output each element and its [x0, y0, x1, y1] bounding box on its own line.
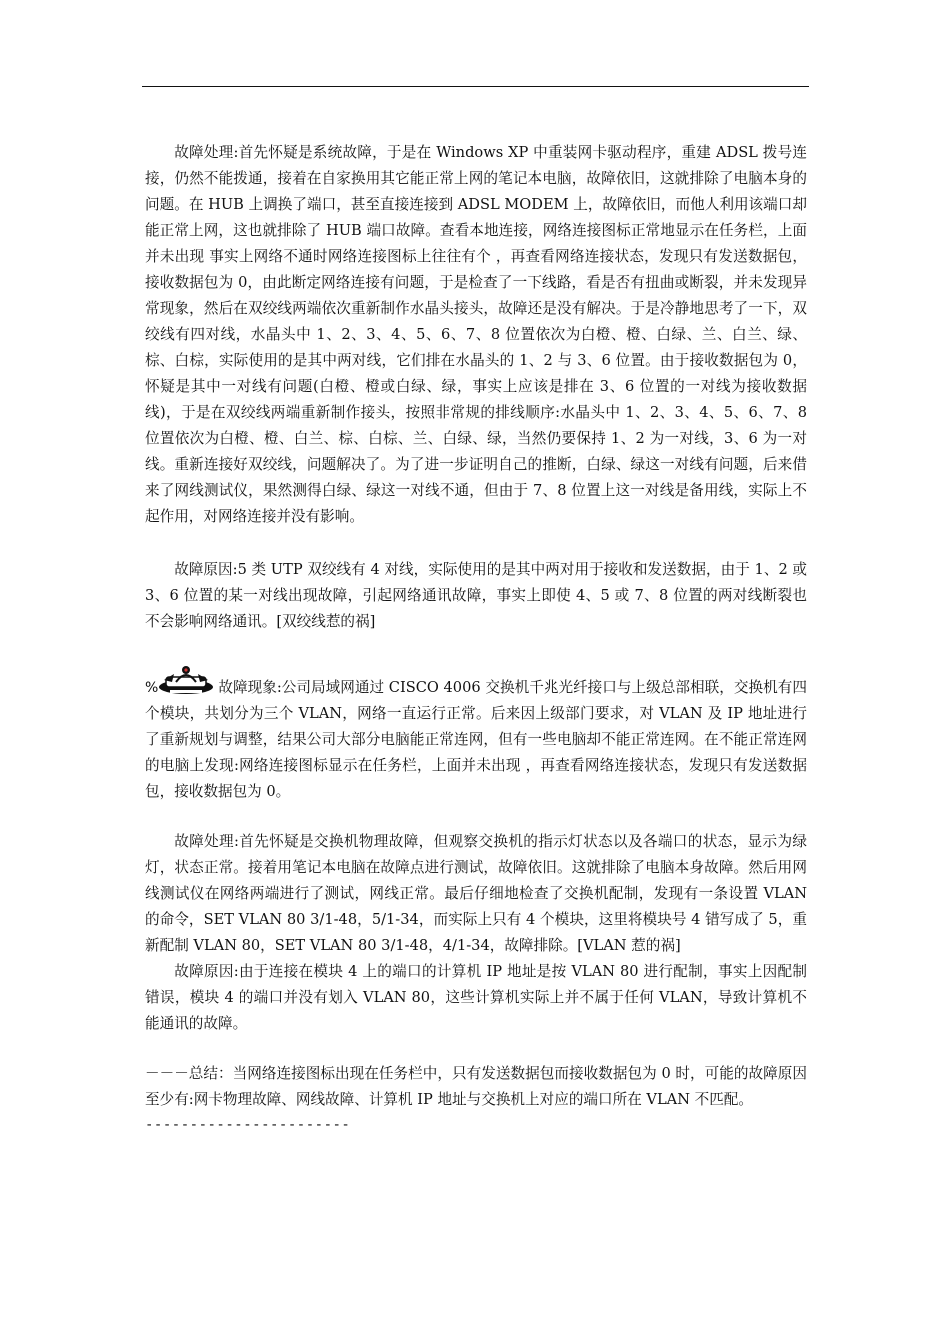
- paragraph-symptom-2-text: 故障现象:公司局域网通过 CISCO 4006 交换机千兆光纤接口与上级总部相联，交换机有四个模块，共划分为三个 VLAN，网络一直运行正常。后来因上级部门要求，对 VLAN 及 IP 地址进行了重新规划与调整，结果公司大部分电脑能正常连网，但有一些电脑却不能正常连网。在不能正常连网的电脑上发现:网络连接图标显示在任务栏，上面并未出现 ，再查看网络连接状态，发现只有发送数据包，接收数据包为 0。: [145, 679, 807, 800]
- document-body: [145, 140, 807, 1135]
- paragraph-cause-1: 故障原因:5 类 UTP 双绞线有 4 对线，实际使用的是其中两对用于接收和发送数据，由于 1、2 或 3、6 位置的某一对线出现故障，引起网络通讯故障，事实上即使 4、5 或 7、8 位置的两对线断裂也不会影响网络通讯。[双绞线惹的祸]: [145, 561, 807, 630]
- percent-mark: %: [145, 680, 159, 696]
- paragraph-troubleshooting-1: 故障处理:首先怀疑是系统故障，于是在 Windows XP 中重装网卡驱动程序，重建 ADSL 拨号连接，仍然不能拨通，接着在自家换用其它能正常上网的笔记本电脑，故障依旧，这就排除了电脑本身的问题。在 HUB 上调换了端口，甚至直接连接到 ADSL MODEM 上，故障依旧，而他人利用该端口却能正常上网，这也就排除了 HUB 端口故障。查看本地连接，网络连接图标正常地显示在任务栏，上面并未出现 事实上网络不通时网络连接图标上往往有个 ，再查看网络连接状态，发现只有发送数据包，接收数据包为 0，由此断定网络连接有问题，于是检查了一下线路，看是否有扭曲或断裂，并未发现异常现象，然后在双绞线两端依次重新制作水晶头接头，故障还是没有解决。于是冷静地思考了一下，双绞线有四对线，水晶头中 1、2、3、4、5、6、7、8 位置依次为白橙、橙、白绿、兰、白兰、绿、棕、白棕，实际使用的是其中两对线，它们排在水晶头的 1、2 与 3、6 位置。由于接收数据包为 0，怀疑是其中一对线有问题(白橙、橙或白绿、绿，事实上应该是排在 3、6 位置的一对线为接收数据线)，于是在双绞线两端重新制作接头，按照非常规的排线顺序:水晶头中 1、2、3、4、5、6、7、8 位置依次为白橙、橙、白兰、棕、白棕、兰、白绿、绿，当然仍要保持 1、2 为一对线，3、6 为一对线。重新连接好双绞线，问题解决了。为了进一步证明自己的推断，白绿、绿这一对线有问题，后来借来了网线测试仪，果然测得白绿、绿这一对线不通，但由于 7、8 位置上这一对线是备用线，实际上不起作用，对网络连接并没有影响。: [145, 144, 807, 525]
- paragraph-cause-2: 故障原因:由于连接在模块 4 上的端口的计算机 IP 地址是按 VLAN 80 进行配制，事实上因配制错误，模块 4 的端口并没有划入 VLAN 80，这些计算机实际上并不属于任何 VLAN，导致计算机不能通讯的故障。: [145, 963, 807, 1032]
- divider-dashes: -----------------------: [145, 1117, 351, 1133]
- header-rule: [142, 86, 809, 87]
- paragraph-summary: －－－总结：当网络连接图标出现在任务栏中，只有发送数据包而接收数据包为 0 时，可能的故障原因至少有:网卡物理故障、网线故障、计算机 IP 地址与交换机上对应的端口所在 VLAN 不匹配。: [145, 1065, 807, 1108]
- network-switch-icon: [158, 662, 214, 696]
- paragraph-symptom-2: [145, 662, 807, 805]
- paragraph-troubleshooting-2: 故障处理:首先怀疑是交换机物理故障，但观察交换机的指示灯状态以及各端口的状态，显示为绿灯，状态正常。接着用笔记本电脑在故障点进行测试，故障依旧。这就排除了电脑本身故障。然后用网线测试仪在网络两端进行了测试，网线正常。最后仔细地检查了交换机配制，发现有一条设置 VLAN 的命令，SET VLAN 80 3/1-48，5/1-34，而实际上只有 4 个模块，这里将模块号 4 错写成了 5，重新配制 VLAN 80，SET VLAN 80 3/1-48，4/1-34，故障排除。[VLAN 惹的祸]: [145, 833, 807, 954]
